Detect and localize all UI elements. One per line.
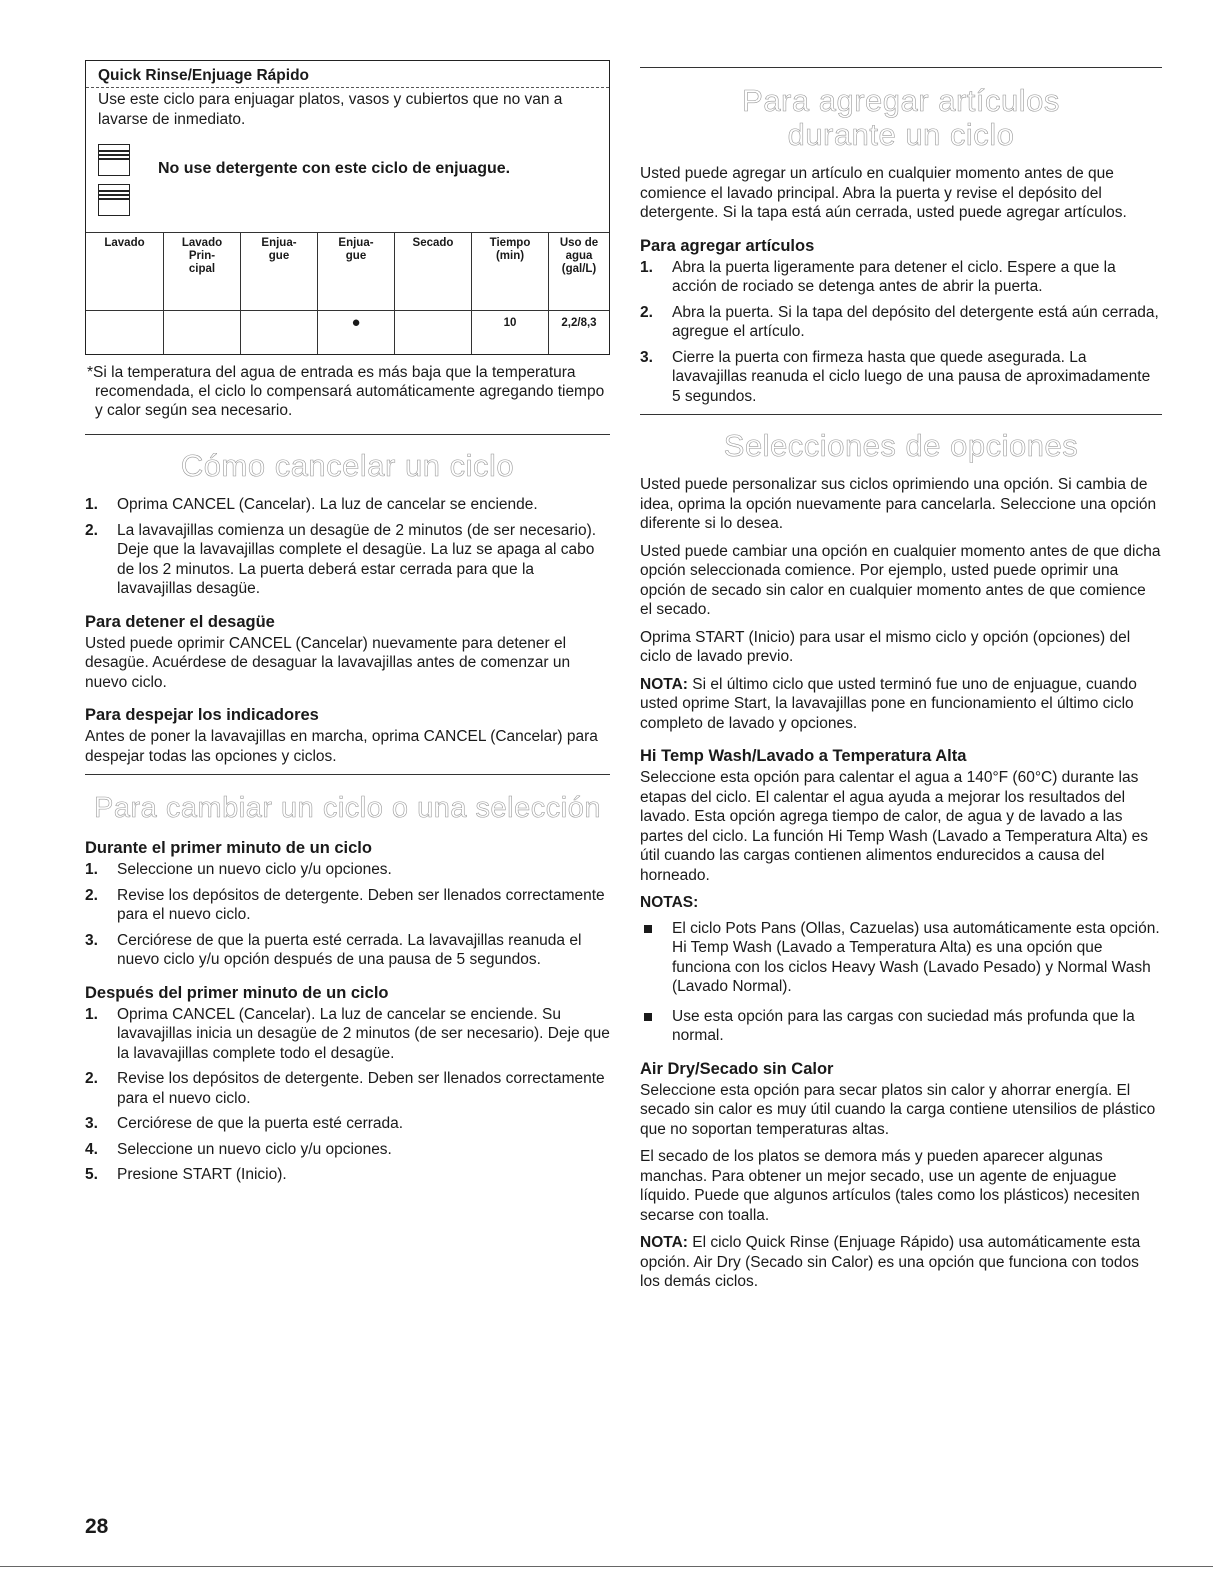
list-item: 3. Cerciórese de que la puerta esté cerrada. La lavavajillas reanuda el nuevo ciclo y/u opción después de una pausa de 5 segundos.	[85, 931, 582, 968]
table-header-row	[86, 233, 609, 311]
bottom-rule	[0, 1566, 1213, 1567]
divider	[640, 67, 1162, 68]
list-item: 1. Seleccione un nuevo ciclo y/u opciones.	[85, 861, 392, 878]
table-header: Enjua- gue	[318, 233, 395, 311]
air-dry-paragraph: Seleccione esta opción para secar platos sin calor y ahorrar energía. El secado sin calor es muy útil cuando la carga contiene utensilios de plástico que no soportan temperaturas altas.	[640, 1081, 1156, 1138]
options-paragraph: Usted puede personalizar sus ciclos oprimiendo una opción. Si cambia de idea, oprima la opción nuevamente para cancelarla. Seleccione una opción diferente si lo desea.	[640, 476, 1157, 532]
list-item: 1. Oprima CANCEL (Cancelar). La luz de cancelar se enciende.	[85, 496, 538, 513]
table-cell	[86, 311, 164, 355]
hi-temp-text: Seleccione esta opción para calentar el agua a 140°F (60°C) durante las etapas del ciclo. El calentar el agua ayuda a mejorar los resultados del lavado. Esta opción agrega tiempo de calor, de agua y de lavado a las partes del ciclo. La función Hi Temp Wash (Lavado a Temperatura Alta) es útil cuando las cargas contienen alimentos endurecidos a causa del horneado.	[640, 769, 1149, 884]
list-item: 5. Presione START (Inicio).	[85, 1166, 287, 1183]
cycle-table	[86, 232, 609, 354]
table-cell	[395, 311, 472, 355]
list-item: 1. Abra la puerta ligeramente para detener el ciclo. Espere a que la acción de rociado se detenga antes de abrir la puerta.	[640, 258, 1116, 295]
subheading-stop-drain: Para detener el desagüe	[85, 612, 275, 631]
subheading-clear-indicators: Para despejar los indicadores	[85, 706, 319, 724]
temperature-footnote: *Si la temperatura del agua de entrada es más baja que la temperatura recomendada, el ciclo lo compensará automáticamente agregando tiempo y calor según sea necesario.	[87, 364, 605, 419]
list-item: El ciclo Pots Pans (Ollas, Cazuelas) usa automáticamente esta opción. Hi Temp Wash (Lavado a Temperatura Alta) es una opción que funciona con los ciclos Heavy Wash (Lavado Pesado) y Normal Wash (Lavado Normal).	[640, 919, 1162, 997]
options-paragraph: Usted puede cambiar una opción en cualquier momento antes de que dicha opción seleccionada comience. Por ejemplo, usted puede oprimir una opción de secado sin calor en cualquier momento antes de que comience el secado.	[640, 542, 1161, 618]
table-cell	[164, 311, 241, 355]
table-header: Secado	[395, 233, 472, 311]
table-header: Tiempo (min)	[472, 233, 549, 311]
left-column	[85, 60, 610, 1191]
divider	[640, 414, 1162, 415]
table-cell: 10	[472, 311, 549, 355]
warning-text: No use detergente con este ciclo de enjuague.	[158, 160, 511, 177]
options-note: NOTA: Si el último ciclo que usted terminó fue uno de enjuague, cuando usted oprime Start, la lavavajillas pone en funcionamiento el último ciclo completo de lavado y opciones.	[640, 675, 1137, 732]
notas-label: NOTAS:	[640, 894, 699, 911]
bullet-icon	[644, 1013, 652, 1021]
subheading-first-minute: Durante el primer minuto de un ciclo	[85, 839, 372, 857]
options-paragraph: Oprima START (Inicio) para usar el mismo ciclo y opción (opciones) del ciclo de lavado previo.	[640, 628, 1131, 665]
bullet-icon	[644, 925, 652, 933]
list-item: 4. Seleccione un nuevo ciclo y/u opciones.	[85, 1140, 392, 1158]
air-dry-paragraph: El secado de los platos se demora más y pueden aparecer algunas manchas. Para obtener un mejor secado, use un agente de enjuague líquido. Puede que algunos artículos (tales como los plásticos) necesiten secarse con toalla.	[640, 1148, 1140, 1224]
list-item: 1. Oprima CANCEL (Cancelar). La luz de cancelar se enciende. Su lavavajillas inicia un desagüe de 2 minutos (de ser necesario). Deje que la lavavajillas complete todo el desagüe.	[85, 1005, 610, 1062]
subheading-after-minute: Después del primer minuto de un ciclo	[85, 983, 389, 1002]
table-cell-dot: ●	[318, 311, 395, 355]
dispenser-icon	[98, 184, 130, 216]
dispenser-icons	[98, 144, 158, 224]
quick-rinse-title: Quick Rinse/Enjuage Rápido	[86, 61, 609, 88]
section-title-cancel: Cómo cancelar un ciclo	[180, 448, 515, 483]
table-cell	[241, 311, 318, 355]
list-item: 2. La lavavajillas comienza un desagüe de 2 minutos (de ser necesario). Deje que la lavavajillas complete el desagüe. La luz se apaga al cabo de los 2 minutos. La puerta deberá estar cerrada para que la lavavajillas desagüe.	[85, 521, 597, 597]
section-title-options: Selecciones de opciones	[723, 428, 1079, 463]
page-number: 28	[85, 1515, 109, 1538]
table-row	[86, 311, 609, 355]
clear-indicators-text: Antes de poner la lavavajillas en marcha, oprima CANCEL (Cancelar) para despejar todas las opciones y ciclos.	[85, 728, 598, 765]
stop-drain-text: Usted puede oprimir CANCEL (Cancelar) nuevamente para detener el desagüe. Acuérdese de desaguar la lavavajillas antes de comenzar un nuevo ciclo.	[85, 634, 571, 691]
subheading-hi-temp: Hi Temp Wash/Lavado a Temperatura Alta	[640, 747, 967, 765]
list-item: 3. Cierre la puerta con firmeza hasta que quede asegurada. La lavavajillas reanuda el ciclo luego de una pausa de aproximadamente 5 segundos.	[640, 348, 1151, 405]
detergent-warning	[86, 130, 609, 232]
hi-temp-notes	[640, 919, 1162, 1046]
divider	[85, 774, 610, 775]
section-title-add-line1: Para agregar artículos	[742, 83, 1060, 118]
first-minute-steps	[85, 860, 610, 970]
subheading-add-items: Para agregar artículos	[640, 236, 815, 255]
subheading-air-dry: Air Dry/Secado sin Calor	[640, 1059, 834, 1078]
add-steps	[640, 258, 1162, 407]
dispenser-icon	[98, 144, 130, 176]
section-title-add-line2: durante un ciclo	[787, 117, 1015, 152]
table-header: Lavado	[86, 233, 164, 311]
table-header: Uso de agua (gal/L)	[549, 233, 610, 311]
table-header: Lavado Prin- cipal	[164, 233, 241, 311]
list-item: 3. Cerciórese de que la puerta esté cerrada.	[85, 1115, 404, 1132]
table-cell: 2,2/8,3	[549, 311, 610, 355]
divider	[85, 434, 610, 435]
air-dry-note: NOTA: El ciclo Quick Rinse (Enjuage Rápido) usa automáticamente esta opción. Air Dry (Secado sin Calor) es una opción que funciona con todos los demás ciclos.	[640, 1234, 1141, 1290]
list-item: 2. Revise los depósitos de detergente. Deben ser llenados correctamente para el nuevo ciclo.	[85, 1070, 605, 1107]
section-title-change: Para cambiar un ciclo o una selección	[94, 792, 601, 824]
list-item: 2. Abra la puerta. Si la tapa del depósito del detergente está aún cerrada, agregue el artículo.	[640, 303, 1159, 340]
list-item: Use esta opción para las cargas con suciedad más profunda que la normal.	[640, 1007, 1162, 1046]
quick-rinse-box	[85, 60, 610, 355]
cancel-steps	[85, 495, 610, 599]
table-header: Enjua- gue	[241, 233, 318, 311]
list-item: 2. Revise los depósitos de detergente. Deben ser llenados correctamente para el nuevo ciclo.	[85, 886, 605, 923]
quick-rinse-description: Use este ciclo para enjuagar platos, vasos y cubiertos que no van a lavarse de inmediato.	[98, 91, 563, 128]
add-intro-text: Usted puede agregar un artículo en cualquier momento antes de que comience el lavado principal. Abra la puerta y revise el depósito del detergente. Si la tapa está aún cerrada, usted puede agregar artículos.	[640, 165, 1127, 221]
after-minute-steps	[85, 1005, 610, 1185]
right-column	[640, 60, 1162, 1300]
